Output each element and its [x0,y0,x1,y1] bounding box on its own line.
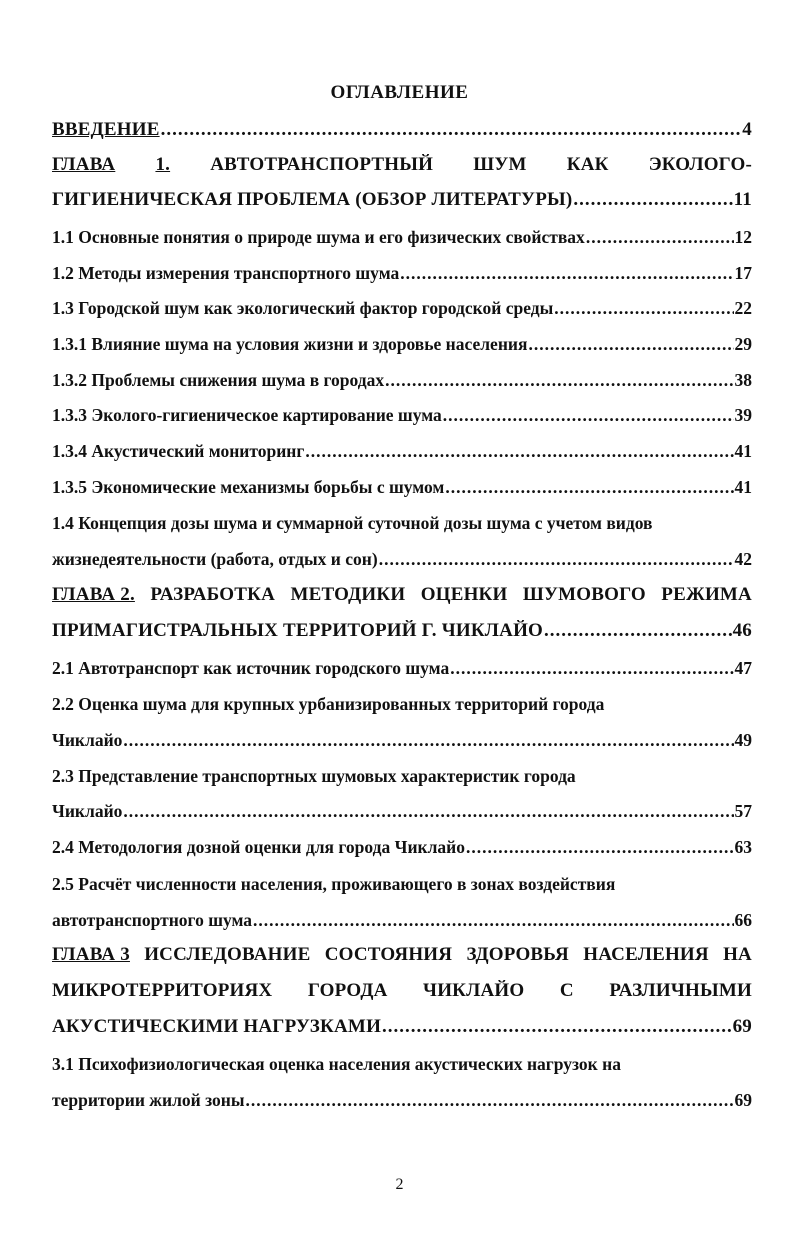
toc-entry-text: 1.3 Городской шум как экологический фактор городской среды [52,298,554,318]
leader-dots [161,119,742,141]
toc-page-ref: 39 [734,405,752,425]
toc-chapter3-line3[interactable] [52,1016,752,1038]
chapter1-word: КАК [566,154,609,175]
toc-entry-2-5-line1[interactable]: 2.5 Расчёт численности населения, проживающего в зонах воздействия [52,874,616,894]
chapter2-word: ОЦЕНКИ [420,584,508,605]
toc-intro[interactable] [52,119,752,141]
leader-dots [466,836,733,858]
toc-chapter1-line2[interactable] [52,189,752,211]
toc-entry-text: 2.1 Автотранспорт как источник городского шума [52,658,450,678]
chapter3-word: ЗДОРОВЬЯ [466,944,569,965]
leader-dots [450,657,733,679]
leader-dots [445,476,733,498]
toc-entry-text: жизнедеятельности (работа, отдых и сон) [52,549,378,569]
toc-entry-2-4[interactable] [52,836,752,858]
toc-entry-2-2-line1[interactable]: 2.2 Оценка шума для крупных урбанизированных территорий города [52,694,605,714]
chapter2-word: РАЗРАБОТКА [150,584,276,605]
chapter1-word: АВТОТРАНСПОРТНЫЙ [210,154,434,175]
leader-dots [123,729,733,751]
toc-entry[interactable] [52,226,752,248]
leader-dots [123,800,733,822]
leader-dots [586,226,734,248]
toc-entry[interactable] [52,476,752,498]
toc-entry-text: 2.4 Методология дозной оценки для города Чиклайо [52,837,466,857]
toc-entry[interactable] [52,333,752,355]
page-title: ОГЛАВЛЕНИЕ [330,82,469,103]
toc-page-ref: 46 [732,620,752,641]
chapter3-word: МИКРОТЕРРИТОРИЯХ [52,980,273,1001]
chapter3-word: ИССЛЕДОВАНИЕ [144,944,311,965]
toc-entry[interactable] [52,369,752,391]
chapter3-word: НА [723,944,752,965]
toc-entry-text: территории жилой зоны [52,1090,245,1110]
leader-dots [528,333,733,355]
toc-entry-2-5-line2[interactable] [52,909,752,931]
toc-page-ref: 17 [734,263,752,283]
toc-page-ref: 22 [734,298,752,318]
toc-page-ref: 63 [734,837,752,857]
toc-entry-text: автотранспортного шума [52,910,253,930]
chapter1-word: ЭКОЛОГО- [648,154,752,175]
toc-entry-1-4-line2[interactable] [52,548,752,570]
toc-entry-2-3-line1[interactable]: 2.3 Представление транспортных шумовых характеристик города [52,766,576,786]
leader-dots [443,404,734,426]
toc-entry-2-3-line2[interactable] [52,800,752,822]
toc-page-ref: 47 [734,658,752,678]
toc-chapter1-line1[interactable] [52,154,752,176]
toc-entry-text: 1.3.1 Влияние шума на условия жизни и здоровье населения [52,334,528,354]
toc-page-ref: 66 [734,910,752,930]
toc-page-ref: 69 [734,1090,752,1110]
chapter3-word: СОСТОЯНИЯ [324,944,453,965]
toc-entry[interactable] [52,440,752,462]
toc-page-ref: 38 [734,370,752,390]
chapter3-word: РАЗЛИЧНЫМИ [609,980,752,1001]
toc-page-ref: 41 [734,477,752,497]
toc-entry-text: 1.1 Основные понятия о природе шума и его физических свойствах [52,227,585,247]
toc-entry-3-1-line1[interactable]: 3.1 Психофизиологическая оценка населения акустических нагрузок на [52,1054,621,1074]
toc-entry-2-1[interactable] [52,657,752,679]
toc-page-ref: 57 [734,801,752,821]
leader-dots [573,189,732,211]
toc-page-ref: 49 [734,730,752,750]
toc-entry[interactable] [52,262,752,284]
toc-page-ref: 41 [734,441,752,461]
leader-dots [382,1016,732,1038]
toc-chapter2-line1[interactable] [52,584,752,606]
toc-entry-text: Чиклайо [52,801,123,821]
toc-page-ref: 29 [734,334,752,354]
toc-page-ref: 11 [733,189,752,210]
toc-entry-text: 1.3.2 Проблемы снижения шума в городах [52,370,385,390]
chapter3-prefix: ГЛАВА 3 [52,944,130,965]
toc-entry-text: 1.3.3 Эколого-гигиеническое картирование шума [52,405,442,425]
chapter2-title-cont: ПРИМАГИСТРАЛЬНЫХ ТЕРРИТОРИЙ Г. ЧИКЛАЙО [52,620,544,641]
toc-entry-1-4-line1[interactable]: 1.4 Концепция дозы шума и суммарной суточной дозы шума с учетом видов [52,513,653,533]
leader-dots [544,620,732,642]
leader-dots [385,369,733,391]
toc-entry-text: Чиклайо [52,730,123,750]
chapter2-word: ШУМОВОГО [522,584,646,605]
toc-page-ref: 4 [742,119,752,140]
chapter1-word: ГЛАВА [52,154,116,175]
chapter1-title-cont: ГИГИЕНИЧЕСКАЯ ПРОБЛЕМА (ОБЗОР ЛИТЕРАТУРЫ) [52,189,573,210]
toc-entry-text: 1.3.4 Акустический мониторинг [52,441,305,461]
chapter3-word: ГОРОДА [307,980,388,1001]
toc-page-ref: 42 [734,549,752,569]
leader-dots [554,297,733,319]
toc-chapter3-line2[interactable] [52,980,752,1002]
leader-dots [253,909,733,931]
chapter1-word: 1. [155,154,171,175]
chapter2-word: РЕЖИМА [661,584,752,605]
chapter3-title-cont: АКУСТИЧЕСКИМИ НАГРУЗКАМИ [52,1016,382,1037]
toc-chapter3-line1[interactable] [52,944,752,966]
toc-page-ref: 12 [734,227,752,247]
toc-entry-text: 1.3.5 Экономические механизмы борьбы с шумом [52,477,445,497]
toc-entry[interactable] [52,404,752,426]
page-number: 2 [395,1176,404,1193]
leader-dots [379,548,734,570]
toc-entry-3-1-line2[interactable] [52,1089,752,1111]
toc-entry-2-2-line2[interactable] [52,729,752,751]
toc-entry[interactable] [52,297,752,319]
chapter3-word: С [559,980,574,1001]
chapter1-word: ШУМ [473,154,527,175]
toc-page-ref: 69 [732,1016,752,1037]
chapter2-prefix: ГЛАВА 2. [52,584,135,605]
toc-chapter2-line2[interactable] [52,620,752,642]
chapter3-word: НАСЕЛЕНИЯ [583,944,709,965]
chapter2-word: МЕТОДИКИ [290,584,406,605]
toc-intro-label: ВВЕДЕНИЕ [52,119,160,140]
chapter3-word: ЧИКЛАЙО [423,980,525,1001]
leader-dots [400,262,733,284]
toc-entry-text: 1.2 Методы измерения транспортного шума [52,263,400,283]
leader-dots [246,1089,734,1111]
leader-dots [305,440,733,462]
